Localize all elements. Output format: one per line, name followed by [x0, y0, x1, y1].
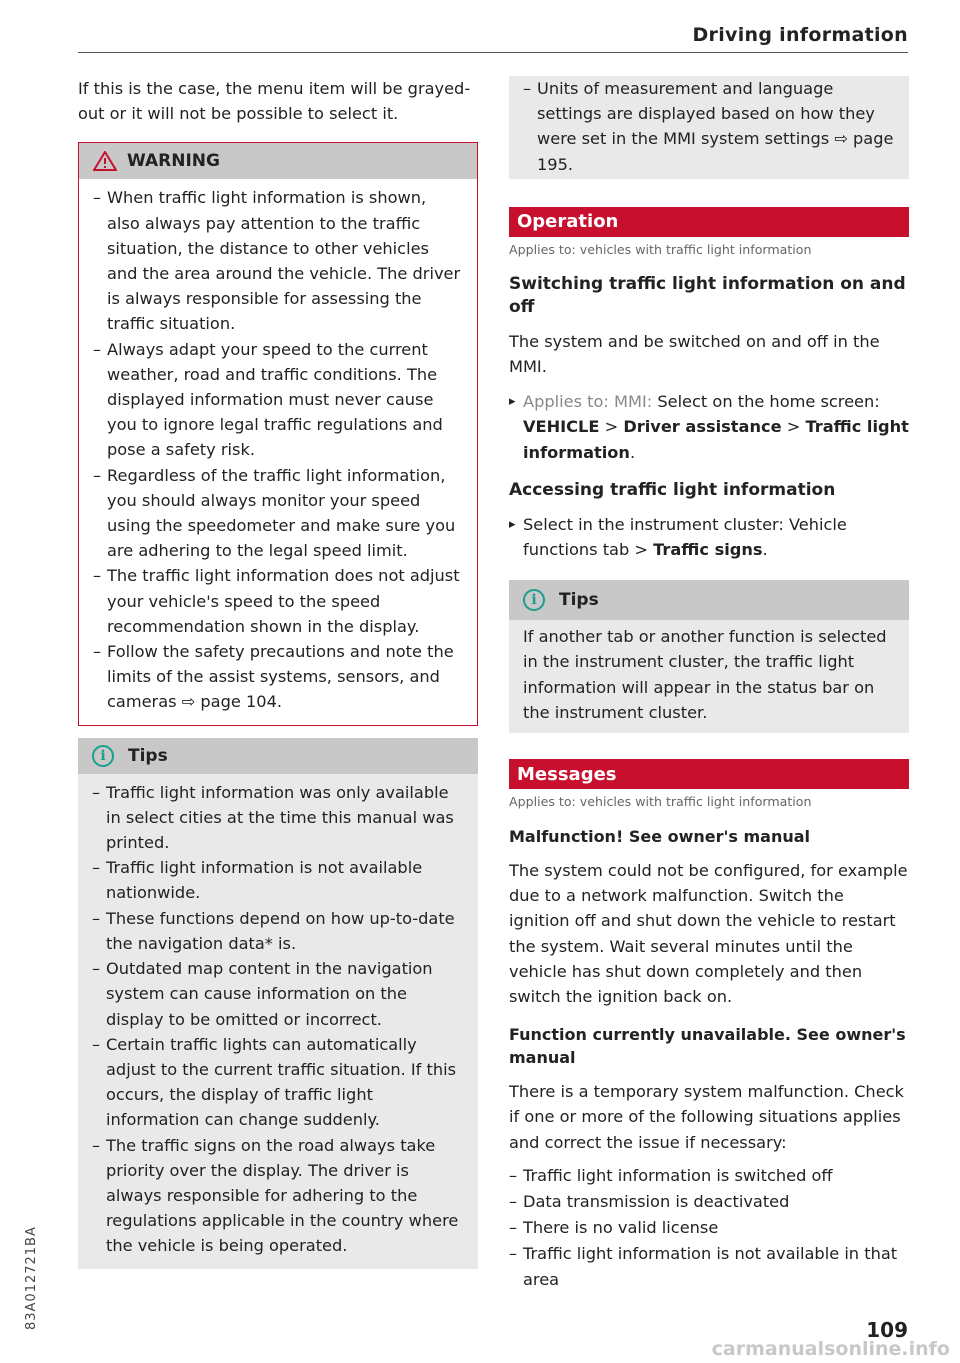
step-end: .: [762, 540, 768, 560]
operation-tips-box: [509, 580, 909, 733]
unavailable-item: – There is no valid license: [509, 1215, 909, 1241]
unavailable-text: There is a temporary system malfunction. Check if one or more of the following situations applies and correct the issue if necessary:: [509, 1082, 904, 1152]
warning-item: – When traffic light information is shown, also always pay attention to the traffic situation, the distance to other vehicles and the area around the vehicle. The driver is always responsible for assessing the traffic situation.: [93, 185, 463, 336]
tips-list: [78, 774, 478, 1269]
operation-tips-title: Tips: [559, 590, 599, 611]
access-heading: Accessing traffic light information: [509, 479, 836, 500]
path-vehicle: VEHICLE: [523, 417, 600, 437]
warning-item: – Follow the safety precautions and note the limits of the assist systems, sensors, and cameras ⇨ page 104.: [93, 639, 463, 715]
operation-tips-text: If another tab or another function is selected in the instrument cluster, the traffic light information will appear in the status bar on the instrument cluster.: [523, 627, 887, 722]
watermark: carmanualsonline.info: [711, 1338, 950, 1360]
warning-list: [79, 179, 477, 724]
operation-section-header: Operation: [509, 207, 909, 237]
unavailable-item: – Data transmission is deactivated: [509, 1189, 909, 1215]
warning-item: – Always adapt your speed to the current weather, road and traffic conditions. The displayed information must never cause you to ignore legal traffic regulations and pose a safety risk.: [93, 337, 463, 463]
warning-item: – The traffic light information does not adjust your vehicle's speed to the speed recommendation shown in the display.: [93, 563, 463, 639]
operation-applies: Applies to: vehicles with traffic light information: [509, 241, 812, 257]
operation-tips-header: [509, 580, 909, 620]
warning-triangle-icon: [93, 151, 117, 171]
left-column: [78, 76, 478, 1269]
path-traffic-signs: Traffic signs: [653, 540, 763, 560]
tips-item: – The traffic signs on the road always take priority over the display. The driver is always responsible for adhering to the regulations applicable in the country where the vehicle is being operated.: [92, 1133, 464, 1259]
path-separator: >: [634, 540, 648, 560]
step-end: .: [629, 442, 636, 462]
warning-title: WARNING: [127, 151, 220, 172]
settings-note-box: [509, 76, 909, 179]
path-separator: >: [786, 417, 801, 437]
tips-item: – Traffic light information is not available nationwide.: [92, 855, 464, 905]
right-column: [509, 76, 909, 1293]
tips-title: Tips: [128, 745, 168, 766]
unavailable-heading: Function currently unavailable. See owner's manual: [509, 1025, 906, 1068]
tips-item: – Certain traffic lights can automatically adjust to the current traffic situation. If this occurs, the display of traffic light information can change suddenly.: [92, 1032, 464, 1133]
switch-step: [509, 389, 909, 465]
tips-item: – These functions depend on how up-to-date the navigation data* is.: [92, 906, 464, 956]
settings-note: – Units of measurement and language settings are displayed based on how they were set in the MMI system settings ⇨ page 195.: [523, 76, 895, 177]
path-driver-assistance: Driver assistance: [623, 417, 782, 437]
switch-heading: Switching traffic light information on and off: [509, 273, 906, 317]
warning-item: – Regardless of the traffic light information, you should always monitor your speed using the speedometer and make sure you are adhering to the legal speed limit.: [93, 463, 463, 564]
intro-paragraph: If this is the case, the menu item will be grayed-out or it will not be possible to select it.: [78, 79, 471, 124]
unavailable-item: – Traffic light information is not available in that area: [509, 1241, 909, 1293]
switch-text: The system and be switched on and off in the MMI.: [509, 331, 880, 377]
page-number: 109: [866, 1318, 908, 1342]
messages-applies: Applies to: vehicles with traffic light information: [509, 794, 812, 810]
unavailable-item: – Traffic light information is switched off: [509, 1163, 909, 1189]
messages-section-header: Messages: [509, 759, 909, 789]
settings-note-list: [523, 76, 895, 177]
header-rule: [78, 52, 908, 53]
unavailable-list: [509, 1155, 909, 1293]
warning-header: [79, 143, 477, 179]
tips-item: – Traffic light information was only available in select cities at the time this manual was printed.: [92, 780, 464, 856]
info-icon: i: [523, 589, 545, 611]
access-text: Select in the instrument cluster: Vehicle functions tab: [523, 514, 847, 560]
malfunction-text: The system could not be configured, for example due to a network malfunction. Switch the ignition off and shut down the vehicle to restart the system. Wait several minutes until the vehicle has shut down completely and then switch the ignition back on.: [509, 861, 908, 1007]
path-traffic-light-information: Traffic light information: [523, 417, 909, 462]
step-text: Select on the home screen:: [657, 392, 880, 412]
step-prefix: Applies to: MMI:: [523, 392, 653, 412]
access-step: [509, 512, 909, 562]
path-separator: >: [604, 417, 619, 437]
info-icon: i: [92, 745, 114, 767]
tips-item: – Outdated map content in the navigation system can cause information on the display to be omitted or incorrect.: [92, 956, 464, 1032]
page-header-title: Driving information: [692, 24, 908, 46]
warning-box: [78, 142, 478, 725]
tips-box: [78, 738, 478, 1269]
malfunction-heading: Malfunction! See owner's manual: [509, 827, 811, 847]
document-code: 83A012721BA: [24, 1226, 39, 1330]
tips-header: [78, 738, 478, 774]
